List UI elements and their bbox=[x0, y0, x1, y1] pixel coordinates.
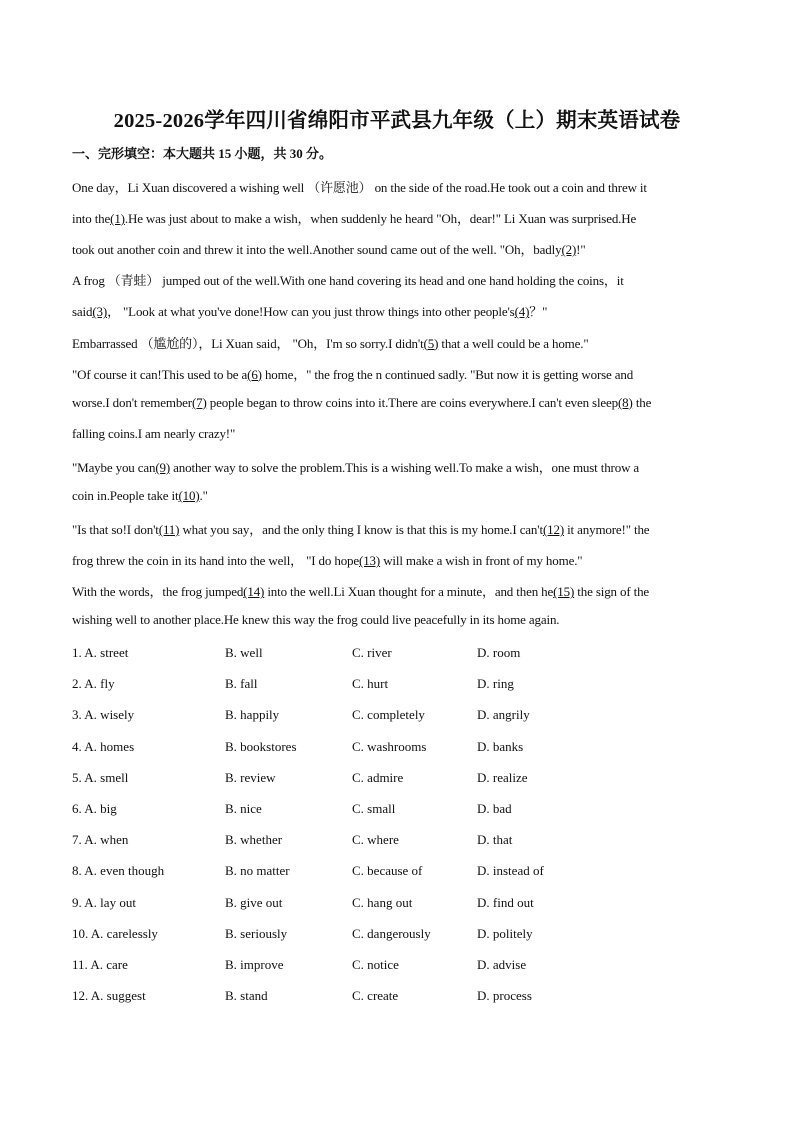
question-number: 2. bbox=[72, 676, 85, 692]
option-a: A. when bbox=[84, 832, 129, 848]
passage-line bbox=[72, 457, 722, 476]
question-row bbox=[72, 739, 722, 757]
option-d: D. angrily bbox=[477, 707, 530, 723]
passage-text: !" bbox=[576, 242, 586, 258]
blank-number: (10) bbox=[178, 488, 200, 503]
passage-text: coin in.People take it bbox=[72, 488, 179, 503]
passage-text: said bbox=[72, 304, 93, 320]
passage-line bbox=[72, 364, 722, 383]
option-d: D. realize bbox=[477, 769, 528, 785]
option-b: B. seriously bbox=[225, 925, 288, 941]
passage-line bbox=[72, 550, 722, 569]
passage-text: One day，Li Xuan discovered a wishing well （许愿池） on the side of the road.He took out a coin and threw it bbox=[72, 180, 647, 195]
option-b: B. stand bbox=[225, 988, 268, 1004]
passage-line bbox=[72, 581, 722, 600]
option-c: C. small bbox=[352, 801, 396, 816]
question-number: 4. bbox=[72, 738, 85, 754]
option-a: A. street bbox=[84, 645, 129, 660]
passage-text: .He was just about to make a wish，when suddenly he heard "Oh，dear!" Li Xuan was surprised.He bbox=[124, 211, 637, 227]
option-a: A. suggest bbox=[90, 988, 146, 1004]
question-number-and-option-a bbox=[72, 676, 115, 692]
option-c: C. hurt bbox=[352, 676, 389, 692]
passage-text: With the words，the frog jumped bbox=[72, 584, 244, 600]
blank-number: (11) bbox=[158, 522, 180, 538]
option-c: C. river bbox=[352, 645, 392, 660]
option-c: C. completely bbox=[352, 707, 425, 723]
passage-line bbox=[72, 177, 722, 196]
question-row bbox=[72, 926, 722, 944]
option-d: D. find out bbox=[477, 894, 534, 910]
option-a: A. care bbox=[90, 957, 128, 972]
option-a: A. fly bbox=[84, 676, 115, 692]
passage-text: worse.I don't remember bbox=[72, 394, 192, 410]
passage-text: wishing well to another place.He knew this way the frog could live peacefully in its home again. bbox=[72, 612, 560, 628]
option-b: B. no matter bbox=[225, 863, 290, 879]
blank-number: (4) bbox=[514, 304, 530, 320]
option-b: B. whether bbox=[225, 832, 283, 848]
passage-text: "Is that so!I don't bbox=[72, 522, 159, 538]
option-d: D. that bbox=[477, 832, 513, 848]
option-d: D. room bbox=[477, 645, 521, 660]
passage-text: what you say，and the only thing I know is that this is my home.I can't bbox=[179, 522, 543, 538]
option-c: C. create bbox=[352, 988, 399, 1004]
option-a: A. big bbox=[84, 801, 117, 816]
option-a: A. carelessly bbox=[90, 925, 158, 941]
option-b: B. improve bbox=[225, 957, 284, 972]
question-number: 10. bbox=[72, 925, 91, 941]
passage-text: frog threw the coin in its hand into the well， "I do hope bbox=[72, 553, 360, 569]
passage-line bbox=[72, 239, 722, 258]
passage-line bbox=[72, 395, 722, 411]
question-row bbox=[72, 832, 722, 850]
blank-number: (7) bbox=[191, 394, 207, 410]
question-number: 12. bbox=[72, 988, 91, 1004]
question-number: 1. bbox=[72, 645, 85, 660]
passage-text: into the well.Li Xuan thought for a minute，and then he bbox=[264, 584, 554, 600]
blank-number: (6) bbox=[247, 366, 262, 382]
option-c: C. admire bbox=[352, 769, 404, 785]
passage-text: home，" the frog the n continued sadly. "But now it is getting worse and bbox=[261, 366, 634, 382]
question-number-and-option-a bbox=[72, 770, 128, 786]
option-c: C. because of bbox=[352, 863, 423, 879]
option-d: D. process bbox=[477, 988, 532, 1004]
option-d: D. instead of bbox=[477, 863, 544, 879]
option-a: A. wisely bbox=[84, 707, 135, 723]
passage-line bbox=[72, 270, 722, 289]
option-d: D. ring bbox=[477, 676, 514, 692]
passage-text: falling coins.I am nearly crazy!" bbox=[72, 425, 236, 441]
blank-number: (12) bbox=[542, 522, 564, 538]
question-row bbox=[72, 645, 722, 663]
option-b: B. nice bbox=[225, 801, 262, 816]
question-row bbox=[72, 676, 722, 694]
passage-text: A frog （青蛙） jumped out of the well.With one hand covering its head and one hand holding the coins，it bbox=[72, 273, 624, 289]
option-b: B. give out bbox=[225, 894, 283, 910]
section-heading: 一、完形填空：本大题共 15 小题，共 30 分。 bbox=[72, 146, 333, 161]
option-c: C. notice bbox=[352, 957, 399, 972]
option-a: A. lay out bbox=[84, 894, 136, 910]
question-number: 5. bbox=[72, 769, 85, 785]
option-c: C. dangerously bbox=[352, 925, 431, 941]
question-row bbox=[72, 895, 722, 913]
question-number-and-option-a bbox=[72, 863, 164, 879]
blank-number: (8) bbox=[618, 394, 633, 410]
passage-text: another way to solve the problem.This is a wishing well.To make a wish，one must throw a bbox=[170, 459, 640, 475]
blank-number: (1) bbox=[110, 211, 125, 227]
option-d: D. politely bbox=[477, 925, 533, 941]
question-row bbox=[72, 863, 722, 881]
option-b: B. fall bbox=[225, 676, 258, 692]
question-row bbox=[72, 707, 722, 725]
option-d: D. advise bbox=[477, 957, 527, 972]
question-number-and-option-a bbox=[72, 801, 117, 817]
option-c: C. washrooms bbox=[352, 738, 427, 754]
passage-line bbox=[72, 208, 722, 227]
question-row bbox=[72, 770, 722, 788]
question-number: 3. bbox=[72, 707, 85, 723]
question-number-and-option-a bbox=[72, 707, 134, 723]
passage-text: Embarrassed （尴尬的），Li Xuan said， "Oh，I'm so sorry.I didn't bbox=[72, 335, 424, 351]
question-number: 6. bbox=[72, 801, 85, 816]
option-d: D. bad bbox=[477, 801, 512, 816]
passage-line bbox=[72, 333, 722, 352]
blank-number: (2) bbox=[561, 242, 577, 258]
question-row bbox=[72, 988, 722, 1006]
question-number-and-option-a bbox=[72, 645, 128, 661]
blank-number: (14) bbox=[243, 584, 265, 600]
question-number: 8. bbox=[72, 863, 85, 879]
option-a: A. even though bbox=[84, 863, 165, 879]
question-number-and-option-a bbox=[72, 957, 128, 973]
exam-title: 2025-2026学年四川省绵阳市平武县九年级（上）期末英语试卷 bbox=[113, 110, 681, 132]
passage-text: "Maybe you can bbox=[72, 459, 156, 475]
option-c: C. where bbox=[352, 832, 399, 848]
passage-line bbox=[72, 612, 722, 628]
passage-text: took out another coin and threw it into the well.Another sound came out of the well. "Oh，badly bbox=[72, 242, 562, 258]
passage-text: "Of course it can!This used to be a bbox=[72, 366, 248, 382]
blank-number: (3) bbox=[92, 304, 108, 320]
blank-number: (5) bbox=[423, 335, 439, 351]
question-number-and-option-a bbox=[72, 926, 158, 942]
passage-line bbox=[72, 519, 722, 538]
passage-text: it anymore!" the bbox=[564, 522, 650, 538]
passage-text: that a well could be a home." bbox=[438, 335, 589, 351]
option-b: B. happily bbox=[225, 707, 280, 723]
question-number-and-option-a bbox=[72, 832, 128, 848]
option-c: C. hang out bbox=[352, 894, 413, 910]
passage-line bbox=[72, 426, 722, 442]
question-number-and-option-a bbox=[72, 988, 146, 1004]
passage-text: the sign of the bbox=[574, 584, 650, 600]
passage-text: will make a wish in front of my home." bbox=[380, 553, 583, 569]
option-b: B. well bbox=[225, 645, 263, 660]
passage-text: into the bbox=[72, 211, 111, 227]
blank-number: (9) bbox=[155, 459, 171, 475]
option-d: D. banks bbox=[477, 738, 524, 754]
passage-line bbox=[72, 301, 722, 320]
passage-line bbox=[72, 488, 722, 504]
option-b: B. review bbox=[225, 769, 276, 785]
passage-text: ." bbox=[199, 488, 208, 503]
question-number: 11. bbox=[72, 957, 91, 972]
question-number: 7. bbox=[72, 832, 85, 848]
option-a: A. homes bbox=[84, 738, 135, 754]
passage-text: the bbox=[632, 394, 652, 410]
question-row bbox=[72, 957, 722, 975]
option-b: B. bookstores bbox=[225, 738, 297, 754]
passage-text: people began to throw coins into it.There are coins everywhere.I can't even sleep bbox=[206, 394, 618, 410]
passage-text: ？" bbox=[529, 304, 548, 320]
question-row bbox=[72, 801, 722, 819]
blank-number: (15) bbox=[553, 584, 575, 600]
option-a: A. smell bbox=[84, 769, 129, 785]
question-number-and-option-a bbox=[72, 739, 134, 755]
question-number: 9. bbox=[72, 894, 85, 910]
blank-number: (13) bbox=[359, 553, 381, 569]
question-number-and-option-a bbox=[72, 895, 136, 911]
passage-text: ， "Look at what you've done!How can you just throw things into other people's bbox=[107, 304, 515, 320]
